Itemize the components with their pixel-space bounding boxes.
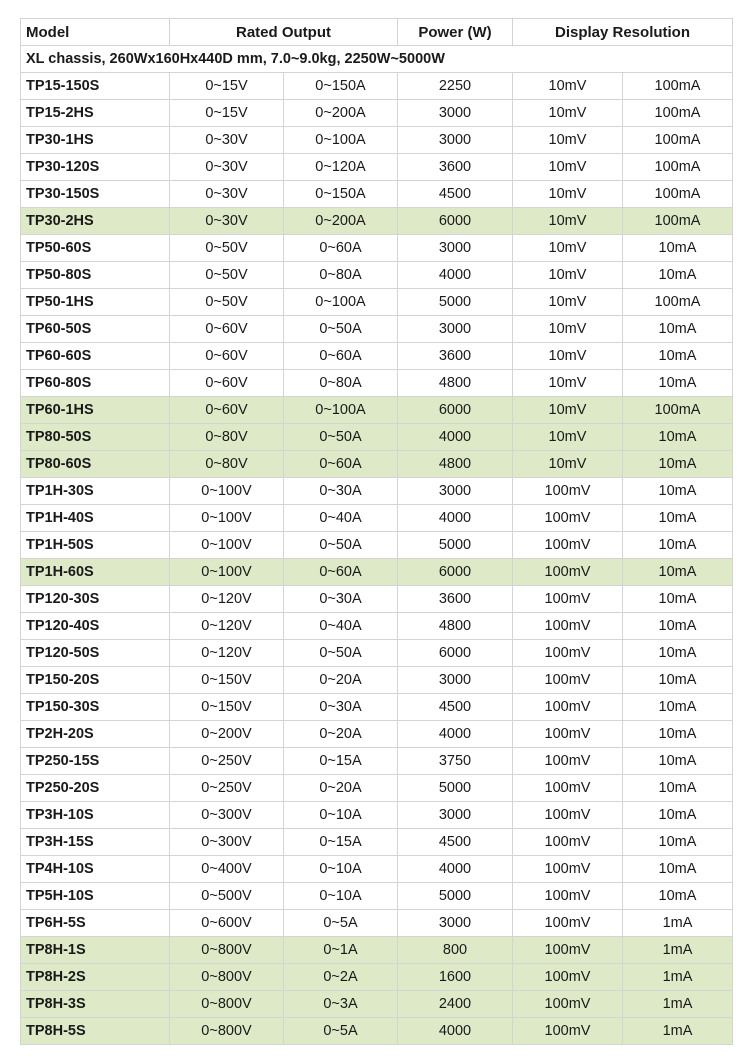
table-row [21, 370, 733, 397]
cell-voltage-resolution: 100mV [513, 559, 623, 586]
cell-voltage-resolution: 10mV [513, 181, 623, 208]
cell-current-resolution: 1mA [623, 964, 733, 991]
cell-voltage: 0~15V [170, 100, 284, 127]
cell-current-resolution: 10mA [623, 613, 733, 640]
table-row [21, 235, 733, 262]
table-row [21, 748, 733, 775]
cell-current: 0~100A [284, 127, 398, 154]
cell-voltage: 0~250V [170, 775, 284, 802]
cell-model: TP8H-2S [21, 964, 170, 991]
cell-current-resolution: 100mA [623, 73, 733, 100]
cell-power: 3000 [398, 478, 513, 505]
cell-voltage-resolution: 10mV [513, 343, 623, 370]
cell-current: 0~20A [284, 667, 398, 694]
cell-current-resolution: 10mA [623, 478, 733, 505]
cell-current-resolution: 1mA [623, 910, 733, 937]
cell-voltage-resolution: 10mV [513, 154, 623, 181]
cell-voltage-resolution: 100mV [513, 883, 623, 910]
cell-current: 0~50A [284, 640, 398, 667]
cell-current-resolution: 1mA [623, 937, 733, 964]
table-row [21, 289, 733, 316]
cell-voltage: 0~30V [170, 208, 284, 235]
cell-model: TP8H-1S [21, 937, 170, 964]
cell-current-resolution: 10mA [623, 343, 733, 370]
cell-power: 4000 [398, 262, 513, 289]
cell-model: TP4H-10S [21, 856, 170, 883]
cell-voltage: 0~800V [170, 1018, 284, 1045]
cell-voltage-resolution: 10mV [513, 289, 623, 316]
cell-power: 3000 [398, 235, 513, 262]
table-row [21, 424, 733, 451]
cell-model: TP80-50S [21, 424, 170, 451]
cell-voltage: 0~30V [170, 181, 284, 208]
cell-model: TP250-15S [21, 748, 170, 775]
cell-power: 4000 [398, 721, 513, 748]
cell-voltage: 0~60V [170, 397, 284, 424]
cell-voltage: 0~600V [170, 910, 284, 937]
table-row [21, 127, 733, 154]
table-row [21, 721, 733, 748]
cell-current-resolution: 100mA [623, 127, 733, 154]
table-row [21, 451, 733, 478]
cell-voltage: 0~30V [170, 127, 284, 154]
cell-voltage-resolution: 10mV [513, 235, 623, 262]
cell-power: 6000 [398, 208, 513, 235]
cell-current: 0~30A [284, 478, 398, 505]
table-row [21, 208, 733, 235]
cell-model: TP30-1HS [21, 127, 170, 154]
cell-voltage: 0~60V [170, 343, 284, 370]
cell-model: TP8H-5S [21, 1018, 170, 1045]
cell-voltage-resolution: 100mV [513, 478, 623, 505]
cell-current: 0~150A [284, 73, 398, 100]
cell-voltage-resolution: 10mV [513, 316, 623, 343]
cell-current-resolution: 10mA [623, 667, 733, 694]
cell-model: TP30-120S [21, 154, 170, 181]
cell-voltage: 0~300V [170, 829, 284, 856]
cell-model: TP50-80S [21, 262, 170, 289]
cell-voltage-resolution: 100mV [513, 532, 623, 559]
cell-voltage: 0~100V [170, 559, 284, 586]
cell-current: 0~2A [284, 964, 398, 991]
cell-model: TP60-50S [21, 316, 170, 343]
cell-model: TP5H-10S [21, 883, 170, 910]
cell-voltage: 0~100V [170, 532, 284, 559]
chassis-note: XL chassis, 260Wx160Hx440D mm, 7.0~9.0kg, 2250W~5000W [21, 46, 733, 73]
table-row [21, 667, 733, 694]
cell-voltage-resolution: 100mV [513, 505, 623, 532]
cell-current: 0~3A [284, 991, 398, 1018]
cell-current: 0~50A [284, 316, 398, 343]
cell-power: 4000 [398, 505, 513, 532]
cell-power: 3000 [398, 910, 513, 937]
cell-power: 5000 [398, 883, 513, 910]
table-row [21, 694, 733, 721]
cell-voltage-resolution: 100mV [513, 1018, 623, 1045]
header-rated-output: Rated Output [170, 19, 398, 46]
cell-voltage-resolution: 10mV [513, 100, 623, 127]
header-model: Model [21, 19, 170, 46]
cell-current: 0~40A [284, 505, 398, 532]
cell-power: 4800 [398, 451, 513, 478]
cell-current: 0~20A [284, 721, 398, 748]
cell-voltage-resolution: 100mV [513, 640, 623, 667]
cell-voltage-resolution: 100mV [513, 856, 623, 883]
cell-current: 0~120A [284, 154, 398, 181]
cell-voltage-resolution: 10mV [513, 424, 623, 451]
cell-model: TP250-20S [21, 775, 170, 802]
cell-current: 0~100A [284, 397, 398, 424]
cell-power: 2400 [398, 991, 513, 1018]
cell-power: 3000 [398, 127, 513, 154]
table-row [21, 100, 733, 127]
cell-current-resolution: 100mA [623, 289, 733, 316]
cell-power: 1600 [398, 964, 513, 991]
table-row [21, 964, 733, 991]
cell-voltage: 0~150V [170, 694, 284, 721]
cell-model: TP3H-10S [21, 802, 170, 829]
cell-power: 4000 [398, 1018, 513, 1045]
cell-current: 0~10A [284, 883, 398, 910]
cell-current: 0~60A [284, 451, 398, 478]
cell-current: 0~200A [284, 208, 398, 235]
cell-current-resolution: 10mA [623, 856, 733, 883]
table-row [21, 586, 733, 613]
cell-current: 0~50A [284, 424, 398, 451]
cell-model: TP15-150S [21, 73, 170, 100]
cell-current-resolution: 10mA [623, 775, 733, 802]
table-row [21, 613, 733, 640]
cell-current: 0~30A [284, 694, 398, 721]
cell-power: 3750 [398, 748, 513, 775]
cell-voltage: 0~400V [170, 856, 284, 883]
spec-table-container [20, 18, 732, 1045]
cell-voltage: 0~60V [170, 316, 284, 343]
cell-current: 0~20A [284, 775, 398, 802]
cell-model: TP1H-30S [21, 478, 170, 505]
cell-current: 0~60A [284, 559, 398, 586]
table-row [21, 343, 733, 370]
cell-power: 3600 [398, 154, 513, 181]
cell-current-resolution: 100mA [623, 208, 733, 235]
cell-model: TP1H-60S [21, 559, 170, 586]
cell-model: TP60-80S [21, 370, 170, 397]
cell-model: TP60-60S [21, 343, 170, 370]
header-display-resolution: Display Resolution [513, 19, 733, 46]
cell-voltage: 0~800V [170, 964, 284, 991]
cell-power: 4800 [398, 613, 513, 640]
cell-voltage-resolution: 10mV [513, 370, 623, 397]
cell-current: 0~1A [284, 937, 398, 964]
table-row [21, 775, 733, 802]
cell-power: 5000 [398, 775, 513, 802]
table-row [21, 991, 733, 1018]
cell-current: 0~50A [284, 532, 398, 559]
cell-voltage: 0~800V [170, 937, 284, 964]
table-row [21, 883, 733, 910]
cell-power: 6000 [398, 640, 513, 667]
cell-current: 0~100A [284, 289, 398, 316]
cell-voltage-resolution: 100mV [513, 667, 623, 694]
cell-current: 0~10A [284, 802, 398, 829]
cell-voltage-resolution: 10mV [513, 397, 623, 424]
cell-current-resolution: 10mA [623, 586, 733, 613]
table-row [21, 397, 733, 424]
cell-current-resolution: 10mA [623, 235, 733, 262]
cell-power: 3600 [398, 343, 513, 370]
cell-model: TP3H-15S [21, 829, 170, 856]
cell-voltage: 0~200V [170, 721, 284, 748]
cell-current: 0~80A [284, 262, 398, 289]
table-row [21, 154, 733, 181]
cell-voltage: 0~120V [170, 640, 284, 667]
cell-voltage-resolution: 10mV [513, 451, 623, 478]
table-row [21, 937, 733, 964]
spec-table [20, 18, 733, 1045]
cell-current: 0~80A [284, 370, 398, 397]
cell-current-resolution: 100mA [623, 154, 733, 181]
table-row [21, 478, 733, 505]
cell-power: 6000 [398, 397, 513, 424]
cell-voltage-resolution: 100mV [513, 802, 623, 829]
cell-voltage: 0~500V [170, 883, 284, 910]
cell-current: 0~15A [284, 829, 398, 856]
cell-current-resolution: 1mA [623, 991, 733, 1018]
cell-model: TP50-60S [21, 235, 170, 262]
cell-voltage: 0~150V [170, 667, 284, 694]
cell-current-resolution: 10mA [623, 451, 733, 478]
cell-model: TP6H-5S [21, 910, 170, 937]
cell-power: 800 [398, 937, 513, 964]
header-row [21, 19, 733, 46]
cell-voltage: 0~800V [170, 991, 284, 1018]
table-row [21, 73, 733, 100]
cell-model: TP1H-40S [21, 505, 170, 532]
cell-power: 4500 [398, 829, 513, 856]
cell-voltage-resolution: 100mV [513, 910, 623, 937]
cell-power: 3600 [398, 586, 513, 613]
cell-current-resolution: 10mA [623, 721, 733, 748]
cell-power: 4000 [398, 856, 513, 883]
cell-power: 5000 [398, 532, 513, 559]
cell-model: TP2H-20S [21, 721, 170, 748]
cell-current: 0~60A [284, 235, 398, 262]
cell-current-resolution: 10mA [623, 640, 733, 667]
cell-voltage-resolution: 100mV [513, 613, 623, 640]
cell-power: 4500 [398, 694, 513, 721]
cell-current-resolution: 10mA [623, 532, 733, 559]
table-row [21, 559, 733, 586]
cell-voltage-resolution: 100mV [513, 694, 623, 721]
cell-voltage: 0~80V [170, 451, 284, 478]
cell-current: 0~60A [284, 343, 398, 370]
cell-voltage-resolution: 100mV [513, 964, 623, 991]
table-row [21, 262, 733, 289]
header-power: Power (W) [398, 19, 513, 46]
table-row [21, 856, 733, 883]
cell-current-resolution: 100mA [623, 100, 733, 127]
table-row [21, 910, 733, 937]
cell-voltage: 0~50V [170, 262, 284, 289]
cell-model: TP120-30S [21, 586, 170, 613]
cell-current: 0~200A [284, 100, 398, 127]
cell-voltage-resolution: 10mV [513, 73, 623, 100]
cell-current-resolution: 10mA [623, 262, 733, 289]
cell-voltage: 0~120V [170, 613, 284, 640]
cell-voltage: 0~100V [170, 505, 284, 532]
cell-voltage: 0~100V [170, 478, 284, 505]
cell-power: 3000 [398, 802, 513, 829]
table-row [21, 505, 733, 532]
cell-voltage: 0~300V [170, 802, 284, 829]
cell-power: 3000 [398, 316, 513, 343]
cell-current: 0~10A [284, 856, 398, 883]
cell-current-resolution: 10mA [623, 559, 733, 586]
cell-current-resolution: 10mA [623, 694, 733, 721]
cell-current-resolution: 100mA [623, 181, 733, 208]
cell-current: 0~150A [284, 181, 398, 208]
cell-current-resolution: 100mA [623, 397, 733, 424]
cell-voltage-resolution: 10mV [513, 127, 623, 154]
cell-voltage-resolution: 10mV [513, 262, 623, 289]
table-row [21, 829, 733, 856]
cell-voltage-resolution: 100mV [513, 829, 623, 856]
cell-voltage: 0~80V [170, 424, 284, 451]
cell-voltage-resolution: 100mV [513, 775, 623, 802]
cell-voltage: 0~60V [170, 370, 284, 397]
cell-model: TP150-20S [21, 667, 170, 694]
cell-model: TP80-60S [21, 451, 170, 478]
cell-voltage: 0~30V [170, 154, 284, 181]
cell-voltage: 0~120V [170, 586, 284, 613]
cell-current-resolution: 10mA [623, 424, 733, 451]
cell-voltage-resolution: 100mV [513, 721, 623, 748]
cell-voltage: 0~250V [170, 748, 284, 775]
cell-power: 2250 [398, 73, 513, 100]
cell-model: TP30-150S [21, 181, 170, 208]
table-row [21, 316, 733, 343]
cell-power: 5000 [398, 289, 513, 316]
cell-power: 3000 [398, 100, 513, 127]
cell-current: 0~15A [284, 748, 398, 775]
cell-model: TP150-30S [21, 694, 170, 721]
cell-model: TP120-50S [21, 640, 170, 667]
cell-voltage-resolution: 100mV [513, 991, 623, 1018]
cell-voltage-resolution: 100mV [513, 748, 623, 775]
table-row [21, 181, 733, 208]
cell-voltage-resolution: 100mV [513, 586, 623, 613]
chassis-row [21, 46, 733, 73]
table-row [21, 802, 733, 829]
cell-model: TP15-2HS [21, 100, 170, 127]
cell-voltage-resolution: 100mV [513, 937, 623, 964]
cell-model: TP1H-50S [21, 532, 170, 559]
cell-power: 6000 [398, 559, 513, 586]
cell-current-resolution: 10mA [623, 370, 733, 397]
cell-model: TP50-1HS [21, 289, 170, 316]
cell-current-resolution: 10mA [623, 505, 733, 532]
cell-voltage: 0~50V [170, 235, 284, 262]
cell-current-resolution: 10mA [623, 748, 733, 775]
cell-power: 3000 [398, 667, 513, 694]
cell-power: 4800 [398, 370, 513, 397]
cell-current-resolution: 10mA [623, 883, 733, 910]
cell-model: TP60-1HS [21, 397, 170, 424]
cell-current-resolution: 10mA [623, 829, 733, 856]
cell-current: 0~30A [284, 586, 398, 613]
cell-current-resolution: 10mA [623, 802, 733, 829]
cell-voltage-resolution: 10mV [513, 208, 623, 235]
cell-current: 0~40A [284, 613, 398, 640]
cell-power: 4500 [398, 181, 513, 208]
table-row [21, 640, 733, 667]
cell-voltage: 0~15V [170, 73, 284, 100]
cell-current: 0~5A [284, 1018, 398, 1045]
cell-current-resolution: 10mA [623, 316, 733, 343]
cell-current: 0~5A [284, 910, 398, 937]
cell-power: 4000 [398, 424, 513, 451]
table-row [21, 1018, 733, 1045]
cell-model: TP30-2HS [21, 208, 170, 235]
table-row [21, 532, 733, 559]
cell-voltage: 0~50V [170, 289, 284, 316]
cell-model: TP120-40S [21, 613, 170, 640]
cell-current-resolution: 1mA [623, 1018, 733, 1045]
cell-model: TP8H-3S [21, 991, 170, 1018]
